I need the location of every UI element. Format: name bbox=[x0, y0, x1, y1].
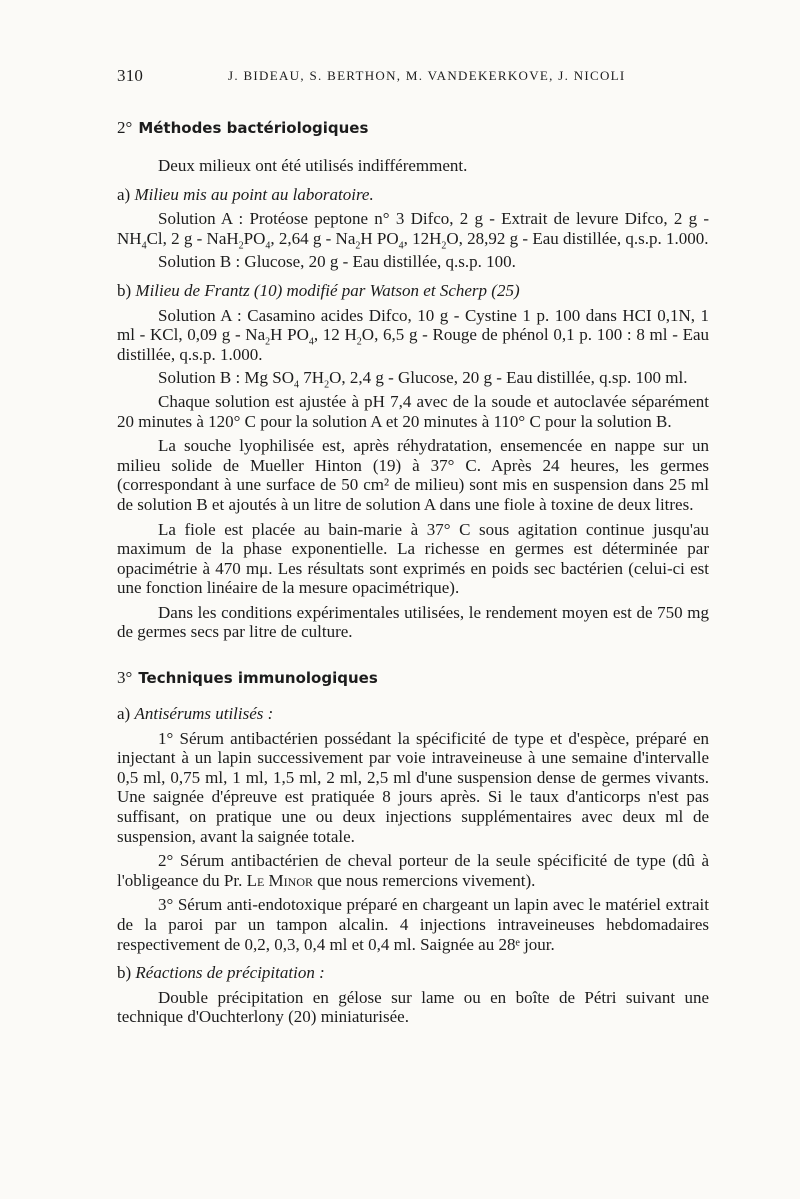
serum-2-paragraph bbox=[117, 851, 709, 890]
serum-2-text-before: 2° Sérum antibactérien de cheval porteur de la seule spécificité de type (dû à l'obligeance du Pr. bbox=[117, 851, 709, 890]
subsection-b-label: b) bbox=[117, 280, 132, 300]
section-2-number: 2° bbox=[117, 118, 133, 137]
solution-b-lab: Solution B : Glucose, 20 g - Eau distillée, q.s.p. 100. bbox=[158, 252, 516, 272]
subsection-3b-label: b) bbox=[117, 963, 132, 983]
article-body bbox=[117, 118, 709, 1027]
paragraph-chaque: Chaque solution est ajustée à pH 7,4 avec de la soude et autoclavée séparément 20 minutes à 120° C pour la solution A et 20 minutes à 110° C pour la solution B. bbox=[117, 391, 709, 431]
serum-1-paragraph: 1° Sérum antibactérien possédant la spécificité de type et d'espèce, préparé en injectant à un lapin successivement par voie intraveineuse à une semaine d'intervalle 0,5 ml, 0,75 ml, 1 ml, 1,5 ml, 2 ml, 2,5 ml d'une suspension dense de germes vivants. Une saignée d'épreuve est pratiquée 8 jours après. Si le taux d'anticorps n'est pas suffisant, on pratique une ou deux injections supplémentaires avec deux ml de suspension, avant la saignée totale. bbox=[117, 728, 709, 846]
subsection-3b-heading bbox=[117, 963, 709, 983]
subsection-3a-heading bbox=[117, 704, 709, 724]
solution-a-frantz: Solution A : Casamino acides Difco, 10 g - Cystine 1 p. 100 dans HCI 0,1N, 1 ml - KCl, 0,09 g - $Na_2H$ $PO_4$, 12 $H_2O$, 6,5 g - Rouge de phénol 0,1 p. 100 : 8 ml - Eau distillée, q.s.p. 1.000. bbox=[117, 305, 709, 364]
page-number: 310 bbox=[117, 66, 144, 85]
subsection-b-heading bbox=[117, 281, 709, 301]
subsection-a-label: a) bbox=[117, 184, 131, 204]
paragraph-rendement: Dans les conditions expérimentales utilisées, le rendement moyen est de 750 mg de germes secs par litre de culture. bbox=[117, 602, 709, 642]
section-3-heading bbox=[117, 668, 709, 688]
subsection-3a-label: a) bbox=[117, 704, 131, 724]
section-3-number: 3° bbox=[117, 668, 133, 688]
running-head bbox=[117, 66, 717, 86]
solution-a-lab: Solution A : Protéose peptone n° 3 Difco, 2 g - Extrait de levure Difco, 2 g - $NH_4Cl$, 2 g - $NaH_2PO_4$, 2,64 g - $Na_2H$ $PO_4$, $12H_2O$, 28,92 g - Eau distillée, q.s.p. 1.000. bbox=[117, 209, 709, 252]
solution-b-frantz: Solution B : Mg $SO_4$ $7H_2O$, 2,4 g - Glucose, 20 g - Eau distillée, q.sp. 100 ml. bbox=[158, 368, 688, 391]
precipitation-paragraph: Double précipitation en gélose sur lame ou en boîte de Pétri suivant une technique d'Ouchterlony (20) miniaturisée. bbox=[117, 987, 709, 1027]
serum-2-text-after: que nous remercions vivement). bbox=[317, 870, 536, 890]
section-2-heading bbox=[117, 118, 709, 138]
subsection-3b-title: Réactions de précipitation : bbox=[135, 963, 325, 983]
subsection-b-title: Milieu de Frantz (10) modifié par Watson et Scherp (25) bbox=[135, 280, 520, 300]
subsection-a-title: Milieu mis au point au laboratoire. bbox=[134, 184, 374, 204]
paragraph-fiole: La fiole est placée au bain-marie à 37° C sous agitation continue jusqu'au maximum de la phase exponentielle. La richesse en germes est déterminée par opacimétrie à 470 mμ. Les résultats sont exprimés en poids sec bactérien (celui-ci est une fonction linéaire de la mesure opacimétrique). bbox=[117, 519, 709, 598]
section-2-intro: Deux milieux ont été utilisés indifféremment. bbox=[158, 156, 468, 175]
section-3-title: Techniques immunologiques bbox=[138, 669, 378, 688]
subsection-a-heading bbox=[117, 185, 709, 205]
serum-3-paragraph: 3° Sérum anti-endotoxique préparé en chargeant un lapin avec le matériel extrait de la paroi par un tampon alcalin. 4 injections intraveineuses hebdomadaires respectivement de 0,2, 0,3, 0,4 ml et 0,4 ml. Saignée au 28ᵉ jour. bbox=[117, 895, 709, 954]
section-2-title: Méthodes bactériologiques bbox=[138, 119, 369, 137]
serum-2-name: Le Minor bbox=[246, 870, 314, 890]
paragraph-souche: La souche lyophilisée est, après réhydratation, ensemencée en nappe sur un milieu solide de Mueller Hinton (19) à 37° C. Après 24 heures, les germes (correspondant à une surface de 50 cm² de milieu) sont mis en suspension dans 25 ml de solution B et ajoutés à un litre de solution A dans une fiole à toxine de deux litres. bbox=[117, 436, 709, 514]
authors-line: J. BIDEAU, S. BERTHON, M. VANDEKERKOVE, J. NICOLI bbox=[228, 68, 626, 83]
subsection-3a-title: Antisérums utilisés : bbox=[134, 704, 274, 724]
